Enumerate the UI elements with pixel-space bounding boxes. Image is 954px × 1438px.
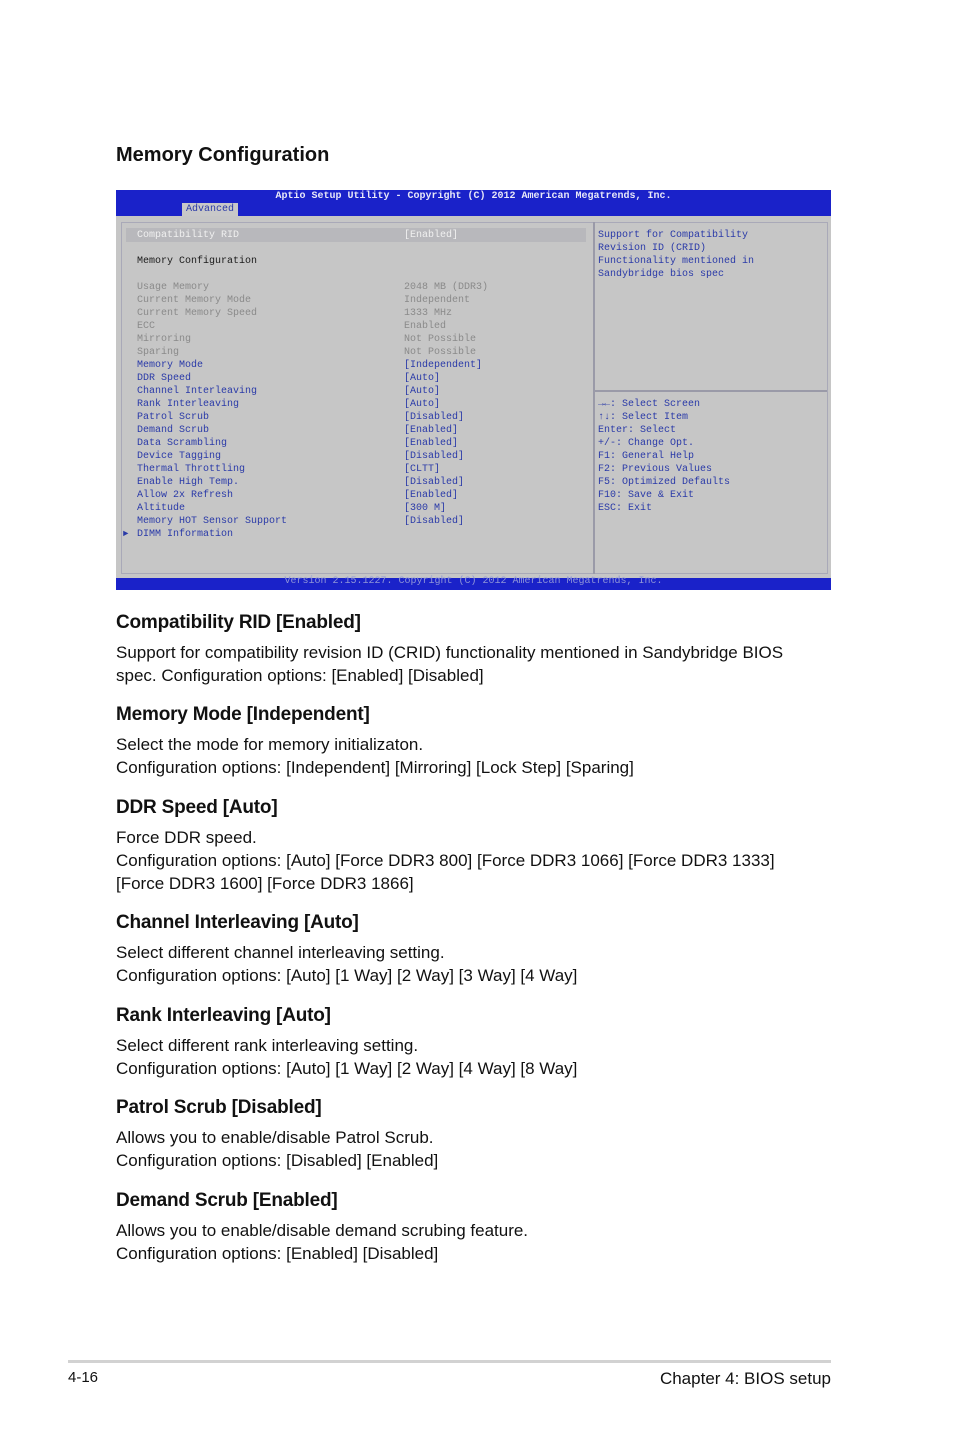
setting-section (116, 611, 836, 687)
bios-info-value: 1333 MHz (404, 308, 453, 319)
section-description-line: spec. Configuration options: [Enabled] [Disabled] (116, 666, 484, 685)
section-description-line: Select different channel interleaving setting. (116, 943, 445, 962)
bios-info-label: Current Memory Mode (137, 295, 252, 306)
section-description-line: Configuration options: [Auto] [1 Way] [2 Way] [4 Way] [8 Way] (116, 1059, 578, 1078)
bios-setting-value: [Auto] (404, 399, 441, 410)
bios-key-hint: F10: Save & Exit (598, 490, 695, 501)
bios-key-hint: →←: Select Screen (598, 399, 701, 410)
setting-section (116, 1189, 836, 1265)
bios-key-hint: +/-: Change Opt. (598, 438, 695, 449)
bios-screenshot (116, 190, 831, 590)
bios-submenu-label: DIMM Information (137, 529, 234, 540)
section-heading: DDR Speed [Auto] (116, 797, 278, 818)
bios-item-label: Compatibility RID (137, 230, 240, 241)
bios-help-line: Revision ID (CRID) (598, 243, 707, 254)
bios-info-label: Current Memory Speed (137, 308, 258, 319)
section-description-line: Allows you to enable/disable demand scrubing feature. (116, 1221, 529, 1240)
bios-info-label: Mirroring (137, 334, 192, 345)
bios-setting-value: [Enabled] (404, 438, 459, 449)
bios-setting-label: Demand Scrub (137, 425, 210, 436)
chapter-label: Chapter 4: BIOS setup (659, 1369, 831, 1388)
section-description (116, 1126, 836, 1172)
bios-info-value: 2048 MB (DDR3) (404, 282, 489, 293)
bios-info-label: Usage Memory (137, 282, 210, 293)
bios-info-value: Not Possible (404, 334, 477, 345)
bios-setting-label: Altitude (137, 503, 186, 514)
bios-setting-value: [Disabled] (404, 477, 465, 488)
section-description (116, 733, 836, 779)
bios-setting-label: DDR Speed (137, 373, 192, 384)
bios-title: Aptio Setup Utility - Copyright (C) 2012 American Megatrends, Inc. (275, 191, 672, 202)
bios-setting-label: Thermal Throttling (137, 464, 246, 475)
bios-setting-value: [Independent] (404, 360, 483, 371)
bios-setting-value: [Auto] (404, 373, 441, 384)
bios-setting-value: [Disabled] (404, 451, 465, 462)
section-description-line: Support for compatibility revision ID (CRID) functionality mentioned in Sandybridge BIOS (116, 643, 784, 662)
section-heading: Compatibility RID [Enabled] (116, 612, 361, 633)
section-description (116, 826, 836, 895)
tab-advanced[interactable]: Advanced (182, 203, 238, 216)
bios-key-hint: ↑↓: Select Item (598, 412, 689, 423)
section-heading: Demand Scrub [Enabled] (116, 1190, 338, 1211)
bios-divider-horizontal (595, 390, 827, 392)
bios-setting-value: [Disabled] (404, 412, 465, 423)
bios-info-label: Sparing (137, 347, 180, 358)
section-description-line: [Force DDR3 1600] [Force DDR3 1866] (116, 874, 414, 893)
section-description (116, 941, 836, 987)
page-number: 4-16 (68, 1369, 99, 1386)
section-description-line: Configuration options: [Independent] [Mirroring] [Lock Step] [Sparing] (116, 758, 634, 777)
page-title: Memory Configuration (116, 144, 330, 166)
bios-setting-label: Data Scrambling (137, 438, 228, 449)
section-description-line: Configuration options: [Auto] [1 Way] [2 Way] [3 Way] [4 Way] (116, 966, 578, 985)
setting-section (116, 1004, 836, 1080)
bios-setting-label: Patrol Scrub (137, 412, 210, 423)
bios-info-label: ECC (137, 321, 156, 332)
section-heading: Channel Interleaving [Auto] (116, 912, 359, 933)
bios-divider-vertical (593, 222, 595, 574)
bios-key-hint: Enter: Select (598, 425, 677, 436)
section-description (116, 641, 836, 687)
bios-help-line: Support for Compatibility (598, 230, 749, 241)
setting-section (116, 1096, 836, 1172)
bios-info-value: Enabled (404, 321, 447, 332)
section-description-line: Configuration options: [Disabled] [Enabled] (116, 1151, 439, 1170)
bios-setting-label: Rank Interleaving (137, 399, 240, 410)
bios-setting-value: [Enabled] (404, 490, 459, 501)
setting-section (116, 796, 836, 895)
bios-version: Version 2.15.1227. Copyright (C) 2012 American Megatrends, Inc. (284, 576, 663, 587)
section-description-line: Configuration options: [Enabled] [Disabled] (116, 1244, 439, 1263)
bios-setting-value: [Enabled] (404, 425, 459, 436)
setting-section (116, 703, 836, 779)
bios-setting-value: [300 M] (404, 503, 447, 514)
section-description-line: Allows you to enable/disable Patrol Scrub. (116, 1128, 434, 1147)
bios-key-hint: ESC: Exit (598, 503, 653, 514)
bios-title-bar (116, 190, 831, 216)
bios-setting-label: Memory Mode (137, 360, 204, 371)
bios-help-line: Functionality mentioned in (598, 256, 755, 267)
bios-setting-value: [Disabled] (404, 516, 465, 527)
bios-version-bar (116, 578, 831, 590)
bios-setting-label: Device Tagging (137, 451, 222, 462)
section-heading: Rank Interleaving [Auto] (116, 1005, 331, 1026)
bios-key-hint: F5: Optimized Defaults (598, 477, 731, 488)
bios-setting-label: Allow 2x Refresh (137, 490, 234, 501)
section-description-line: Select the mode for memory initializaton. (116, 735, 424, 754)
bios-help-line: Sandybridge bios spec (598, 269, 725, 280)
bios-setting-label: Memory HOT Sensor Support (137, 516, 288, 527)
section-description-line: Select different rank interleaving setting. (116, 1036, 419, 1055)
bios-main-panel (116, 216, 831, 578)
bios-key-hint: F2: Previous Values (598, 464, 713, 475)
bios-setting-label: Channel Interleaving (137, 386, 258, 397)
footer-divider (68, 1360, 831, 1363)
section-heading: Memory Mode [Independent] (116, 704, 370, 725)
bios-info-value: Not Possible (404, 347, 477, 358)
section-description (116, 1219, 836, 1265)
setting-section (116, 911, 836, 987)
section-description (116, 1034, 836, 1080)
bios-setting-value: [Auto] (404, 386, 441, 397)
bios-info-value: Independent (404, 295, 471, 306)
section-description-line: Force DDR speed. (116, 828, 257, 847)
section-description-line: Configuration options: [Auto] [Force DDR3 800] [Force DDR3 1066] [Force DDR3 1333] (116, 851, 775, 870)
bios-key-hint: F1: General Help (598, 451, 695, 462)
bios-setting-label: Enable High Temp. (137, 477, 240, 488)
bios-item-value: [Enabled] (404, 230, 459, 241)
submenu-arrow-icon: ► (123, 529, 129, 539)
bios-setting-value: [CLTT] (404, 464, 441, 475)
bios-section-label-text: Memory Configuration (137, 256, 258, 267)
section-heading: Patrol Scrub [Disabled] (116, 1097, 322, 1118)
